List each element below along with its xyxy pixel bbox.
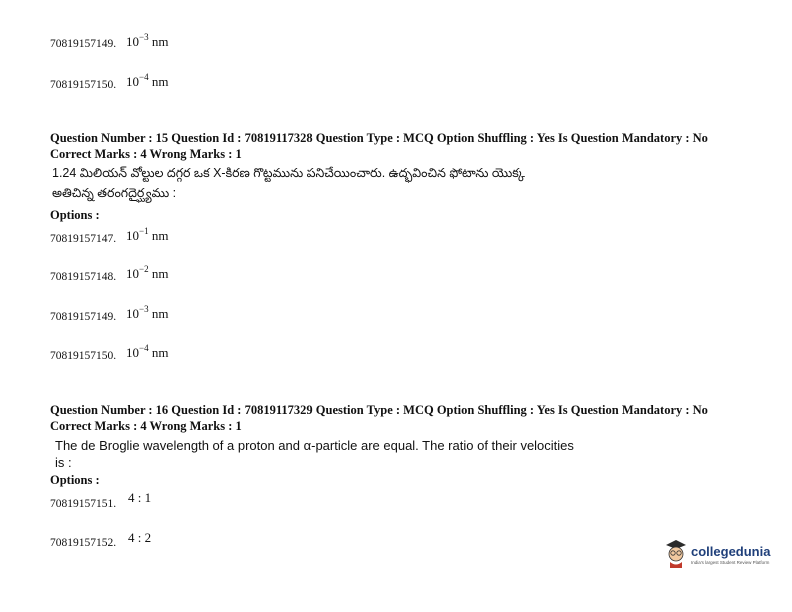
option-exponent: −4 [139,72,149,82]
option-value [126,345,168,361]
option-base: 10 [126,34,139,49]
question-text: 1.24 మిలియన్ వోల్టుల దగ్గర ఒక X-కిరణ గొట్టమును పనిచేయించారు. ఉద్భవించిన ఫోటాను యొక్క [52,166,525,180]
option-unit: nm [151,266,169,281]
option-unit: nm [151,228,169,243]
option-value: 4 : 2 [128,530,152,545]
option-id: 70819157151. [50,498,117,510]
options-label: Options : [50,473,100,487]
option-unit: nm [151,306,169,321]
question-text: is : [55,455,72,470]
option-base: 10 [126,306,139,321]
option-id: 70819157150. [50,79,117,91]
option-base: 10 [126,266,139,281]
option-exponent: −3 [139,32,149,42]
option-unit: nm [151,74,169,89]
collegedunia-logo [663,538,773,572]
option-value [126,266,168,282]
option-value [126,74,168,90]
option-base: 10 [126,345,139,360]
option-value [126,34,168,50]
question-marks: Correct Marks : 4 Wrong Marks : 1 [50,419,242,433]
option-id: 70819157150. [50,350,117,362]
option-exponent: −1 [139,226,149,236]
option-exponent: −4 [139,343,149,353]
question-header: Question Number : 16 Question Id : 70819117329 Question Type : MCQ Option Shuffling : Yes Is Question Mandatory : No [50,403,708,417]
option-base: 10 [126,74,139,89]
question-text: అతిచిన్న తరంగదైర్ఘ్యము : [52,186,177,200]
logo-name: collegedunia [691,544,771,559]
option-unit: nm [151,34,169,49]
option-exponent: −2 [139,264,149,274]
graduate-mascot-icon [663,538,689,568]
options-label: Options : [50,208,100,222]
option-id: 70819157152. [50,537,117,549]
question-text: The de Broglie wavelength of a proton and α-particle are equal. The ratio of their velocities [55,438,574,453]
option-value [126,306,168,322]
option-value [126,228,168,244]
question-marks: Correct Marks : 4 Wrong Marks : 1 [50,147,242,161]
option-id: 70819157147. [50,233,117,245]
question-header: Question Number : 15 Question Id : 70819117328 Question Type : MCQ Option Shuffling : Yes Is Question Mandatory : No [50,131,708,145]
option-value: 4 : 1 [128,490,152,505]
logo-tagline: India's largest Student Review Platform [691,560,770,565]
option-id: 70819157149. [50,38,117,50]
option-id: 70819157149. [50,311,117,323]
option-id: 70819157148. [50,271,117,283]
option-unit: nm [151,345,169,360]
option-exponent: −3 [139,304,149,314]
option-base: 10 [126,228,139,243]
